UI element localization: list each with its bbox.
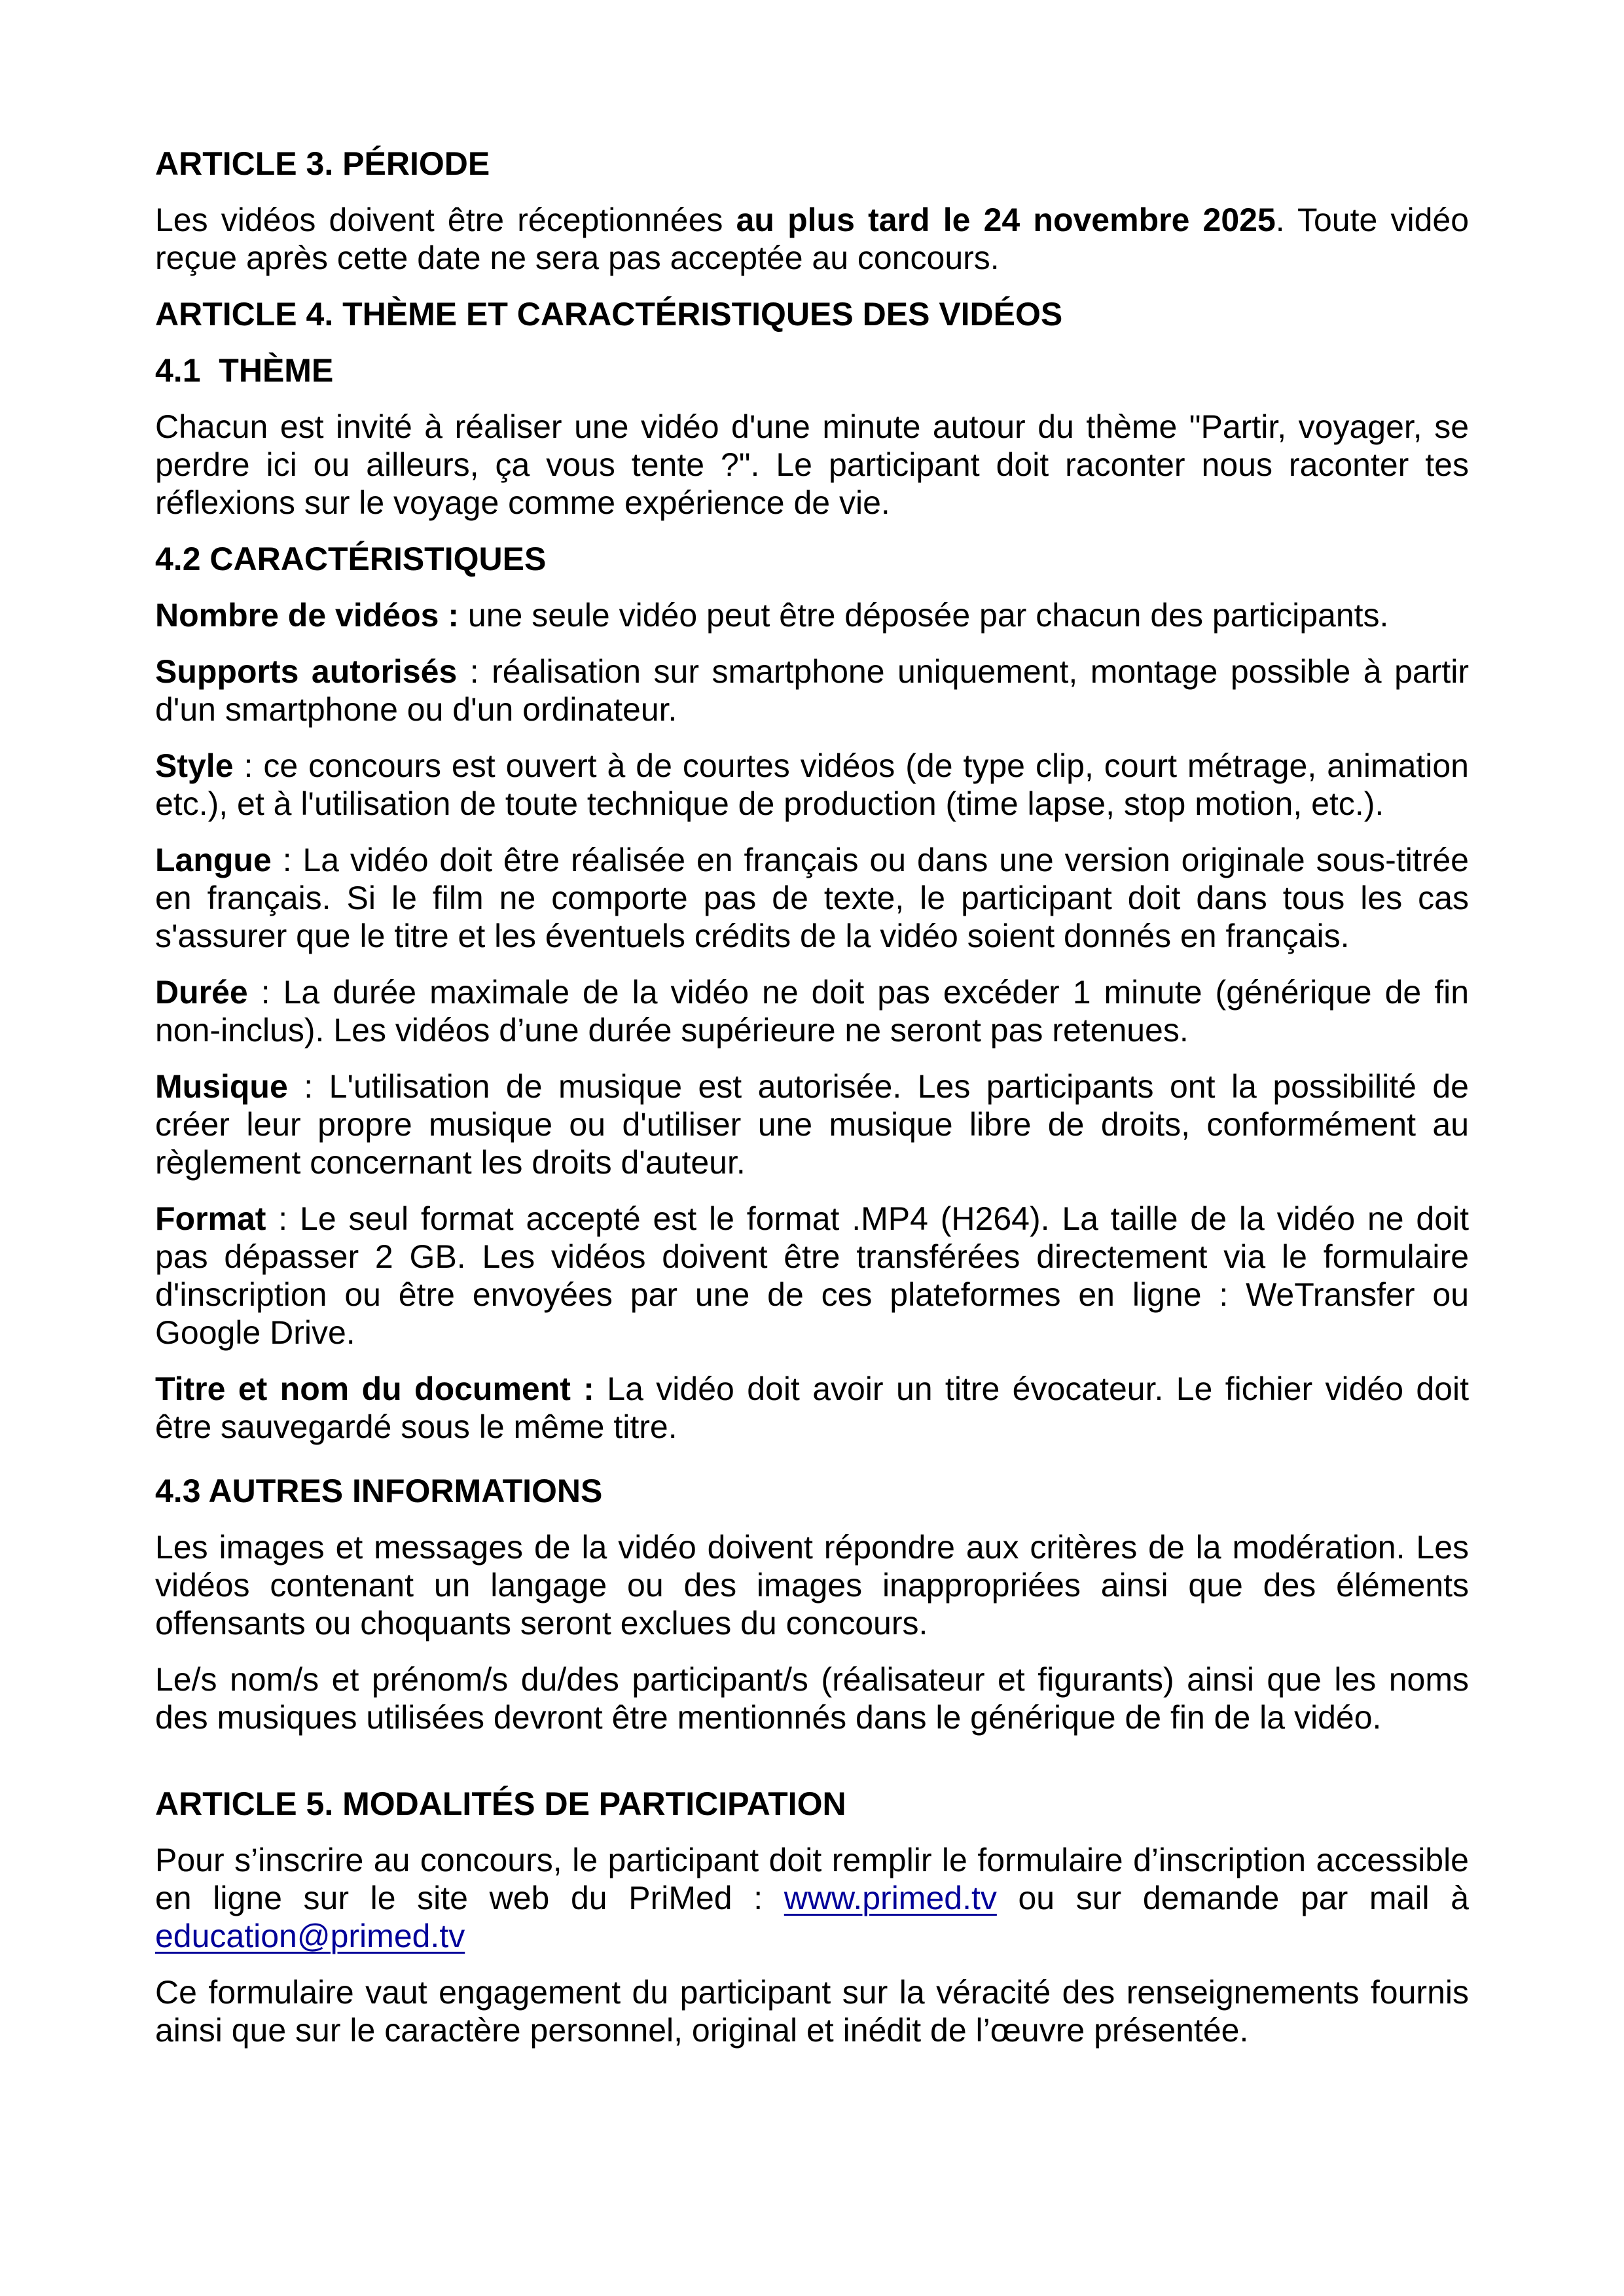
bold-run-langue: Langue <box>155 842 272 878</box>
text-run: ou sur demande par mail à <box>996 1880 1469 1916</box>
paragraph-style <box>155 747 1469 823</box>
bold-run-nombre: Nombre de vidéos : <box>155 597 459 634</box>
text-run: Le/s nom/s et prénom/s du/des participant/s (réalisateur et figurants) ainsi que les noms des musiques utilisées devront être mentionnés dans le générique de fin de la vidéo. <box>155 1661 1469 1736</box>
education-email-link[interactable]: education@primed.tv <box>155 1918 465 1954</box>
paragraph-supports <box>155 653 1469 728</box>
text-run: : La vidéo doit être réalisée en français ou dans une version originale sous-titrée en français. Si le film ne comporte pas de texte, le participant doit dans tous les cas s'assurer que le titre et les éventuels crédits de la vidéo soient donnés en français. <box>155 842 1469 954</box>
text-run: Chacun est invité à réaliser une vidéo d'une minute autour du thème "Partir, voyager, se perdre ici ou ailleurs, ça vous tente ?". Le participant doit raconter nous raconter tes réflexions sur le voyage comme expérience de vie. <box>155 408 1469 521</box>
paragraph-nombre-videos <box>155 596 1469 634</box>
primed-website-link[interactable]: www.primed.tv <box>784 1880 997 1916</box>
heading-4-2-caracteristiques: 4.2 CARACTÉRISTIQUES <box>155 541 547 577</box>
text-run: : L'utilisation de musique est autorisée. Les participants ont la possibilité de créer leur propre musique ou d'utiliser une musique libre de droits, conformément au règlement concernant les droits d'auteur. <box>155 1068 1469 1181</box>
heading-article-5: ARTICLE 5. MODALITÉS DE PARTICIPATION <box>155 1785 846 1822</box>
paragraph-generique <box>155 1660 1469 1736</box>
paragraph-duree <box>155 973 1469 1049</box>
heading-article-4: ARTICLE 4. THÈME ET CARACTÉRISTIQUES DES VIDÉOS <box>155 296 1063 332</box>
text-run: Ce formulaire vaut engagement du participant sur la véracité des renseignements fournis ainsi que sur le caractère personnel, original et inédit de l’œuvre présentée. <box>155 1974 1469 2049</box>
heading-article-3: ARTICLE 3. PÉRIODE <box>155 145 490 182</box>
bold-run-duree: Durée <box>155 974 248 1011</box>
text-run: une seule vidéo peut être déposée par chacun des participants. <box>459 597 1389 634</box>
text-run: : La durée maximale de la vidéo ne doit pas excéder 1 minute (générique de fin non-inclus). Les vidéos d’une durée supérieure ne seront pas retenues. <box>155 974 1469 1049</box>
bold-run-style: Style <box>155 747 234 784</box>
text-run: : réalisation sur smartphone uniquement, montage possible à partir d'un smartphone ou d'un ordinateur. <box>155 653 1469 728</box>
text-run: Les images et messages de la vidéo doivent répondre aux critères de la modération. Les vidéos contenant un langage ou des images inappropriées ainsi que des éléments offensants ou choquants seront exclues du concours. <box>155 1529 1469 1641</box>
paragraph-moderation <box>155 1528 1469 1642</box>
paragraph-periode <box>155 201 1469 277</box>
bold-run-deadline: au plus tard le 24 novembre 2025 <box>736 202 1276 238</box>
heading-4-3-autres-informations: 4.3 AUTRES INFORMATIONS <box>155 1473 603 1509</box>
text-run: Les vidéos doivent être réceptionnées <box>155 202 736 238</box>
text-run: : Le seul format accepté est le format .MP4 (H264). La taille de la vidéo ne doit pas dépasser 2 GB. Les vidéos doivent être transférées directement via le formulaire d'inscription ou être envoyées par une de ces plateformes en ligne : WeTransfer ou Google Drive. <box>155 1200 1469 1351</box>
text-run: La vidéo doit avoir un titre évocateur. Le fichier vidéo doit être sauvegardé sous le même titre. <box>155 1371 1469 1445</box>
paragraph-langue <box>155 841 1469 955</box>
bold-run-titre: Titre et nom du document : <box>155 1371 594 1407</box>
paragraph-titre-document <box>155 1370 1469 1446</box>
text-run: Pour s’inscrire au concours, le participant doit remplir le formulaire d’inscription accessible en ligne sur le site web du PriMed : <box>155 1842 1469 1916</box>
text-run: . Toute vidéo reçue après cette date ne sera pas acceptée au concours. <box>155 202 1470 276</box>
text-run: : ce concours est ouvert à de courtes vidéos (de type clip, court métrage, animation etc.), et à l'utilisation de toute technique de production (time lapse, stop motion, etc.). <box>155 747 1469 822</box>
paragraph-inscription <box>155 1841 1469 1955</box>
bold-run-musique: Musique <box>155 1068 288 1105</box>
paragraph-musique <box>155 1067 1469 1181</box>
bold-run-supports: Supports autorisés <box>155 653 458 690</box>
paragraph-format <box>155 1200 1469 1352</box>
heading-4-1-theme: 4.1 THÈME <box>155 352 334 389</box>
paragraph-theme <box>155 408 1469 522</box>
bold-run-format: Format <box>155 1200 266 1237</box>
paragraph-engagement <box>155 1973 1469 2049</box>
